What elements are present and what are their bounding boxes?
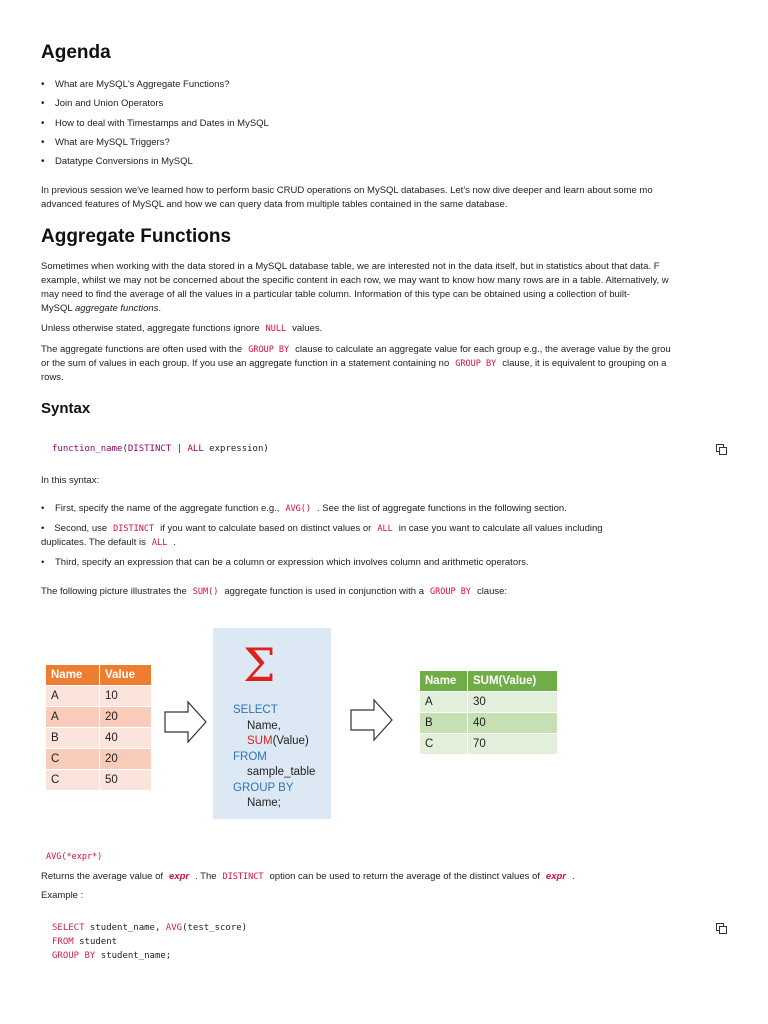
avg-description: Returns the average value of expr . The DISTINCT option can be used to return the average of the distinct values of expr . <box>41 871 575 882</box>
avg-heading: AVG(*expr*) <box>46 852 103 862</box>
null-paragraph: Unless otherwise stated, aggregate functions ignore NULL values. <box>41 323 323 334</box>
sigma-icon: Σ <box>243 638 276 692</box>
sql-query-box <box>213 628 331 819</box>
output-table: Name SUM(Value) A 30 B 40 C 70 <box>419 670 558 755</box>
syntax-code-block: function_name(DISTINCT | ALL expression) <box>41 442 733 456</box>
sum-group-by-diagram <box>41 628 601 820</box>
agenda-item: • How to deal with Timestamps and Dates in MySQL <box>41 117 269 136</box>
aggregate-intro-paragraph: Sometimes when working with the data stored in a MySQL database table, we are interested not in the data itself, but in statistics about that data. F example, whilst we may not be concerned about the specific content in each row, we may want to know how many rows are in a table. Alternatively, w may need to find the average of all the values in a particular table column. Information of this type can be obtained using a collection of built- MySQL aggregate functions. <box>41 261 669 314</box>
agenda-title: Agenda <box>41 42 111 63</box>
picture-intro: The following picture illustrates the SUM() aggregate function is used in conjunction with a GROUP BY clause: <box>41 586 508 597</box>
agenda-item: • Join and Union Operators <box>41 97 269 116</box>
syntax-title: Syntax <box>41 400 91 417</box>
group-by-paragraph: The aggregate functions are often used with the GROUP BY clause to calculate an aggregate value for each group e.g., the average value by the grou or the sum of values in each group. If you use an aggregate function in a statement containing no GROUP BY clause, it is equivalent to grouping on a rows. <box>41 344 671 383</box>
input-table: Name Value A 10 A 20 B 40 C 20 C 50 <box>45 664 152 791</box>
table-row: C 20 <box>46 749 152 770</box>
copy-icon[interactable] <box>716 444 725 453</box>
table-row: A 20 <box>46 707 152 728</box>
intro-paragraph: In previous session we've learned how to perform basic CRUD operations on MySQL databases. Let's now dive deeper and learn about some mo advanced features of MySQL and how we can query data from multiple tables contained in the same database. <box>41 185 653 210</box>
table-row: C 70 <box>420 734 558 755</box>
agenda-item: • What are MySQL's Aggregate Functions? <box>41 78 269 97</box>
aggregate-functions-title: Aggregate Functions <box>41 226 232 247</box>
table-row: A 10 <box>46 686 152 707</box>
document-page <box>41 0 733 1024</box>
in-this-syntax: In this syntax: <box>41 475 100 486</box>
copy-icon[interactable] <box>716 923 725 932</box>
sql-query: SELECT Name, SUM(Value) FROM sample_table GROUP BY Name; <box>233 704 316 809</box>
syntax-bullet: • Second, use DISTINCT if you want to calculate based on distinct values or ALL in case you want to calculate all values including duplicates. The default is ALL . <box>41 522 733 550</box>
agenda-list <box>41 78 269 174</box>
agenda-item: • What are MySQL Triggers? <box>41 136 269 155</box>
arrow-icon <box>350 698 394 742</box>
syntax-bullet: • Third, specify an expression that can be a column or expression which involves column and arithmetic operators. <box>41 556 733 570</box>
arrow-icon <box>164 700 208 744</box>
example-code-block: SELECT student_name, AVG(test_score) FROM student GROUP BY student_name; <box>41 921 733 963</box>
table-row: B 40 <box>46 728 152 749</box>
table-row: A 30 <box>420 692 558 713</box>
syntax-bullets <box>41 502 733 576</box>
table-row: C 50 <box>46 770 152 791</box>
syntax-bullet: • First, specify the name of the aggregate function e.g., AVG() . See the list of aggregate functions in the following section. <box>41 502 733 516</box>
null-code: NULL <box>265 324 287 334</box>
table-row: B 40 <box>420 713 558 734</box>
example-label: Example : <box>41 890 84 901</box>
agenda-item: • Datatype Conversions in MySQL <box>41 155 269 174</box>
